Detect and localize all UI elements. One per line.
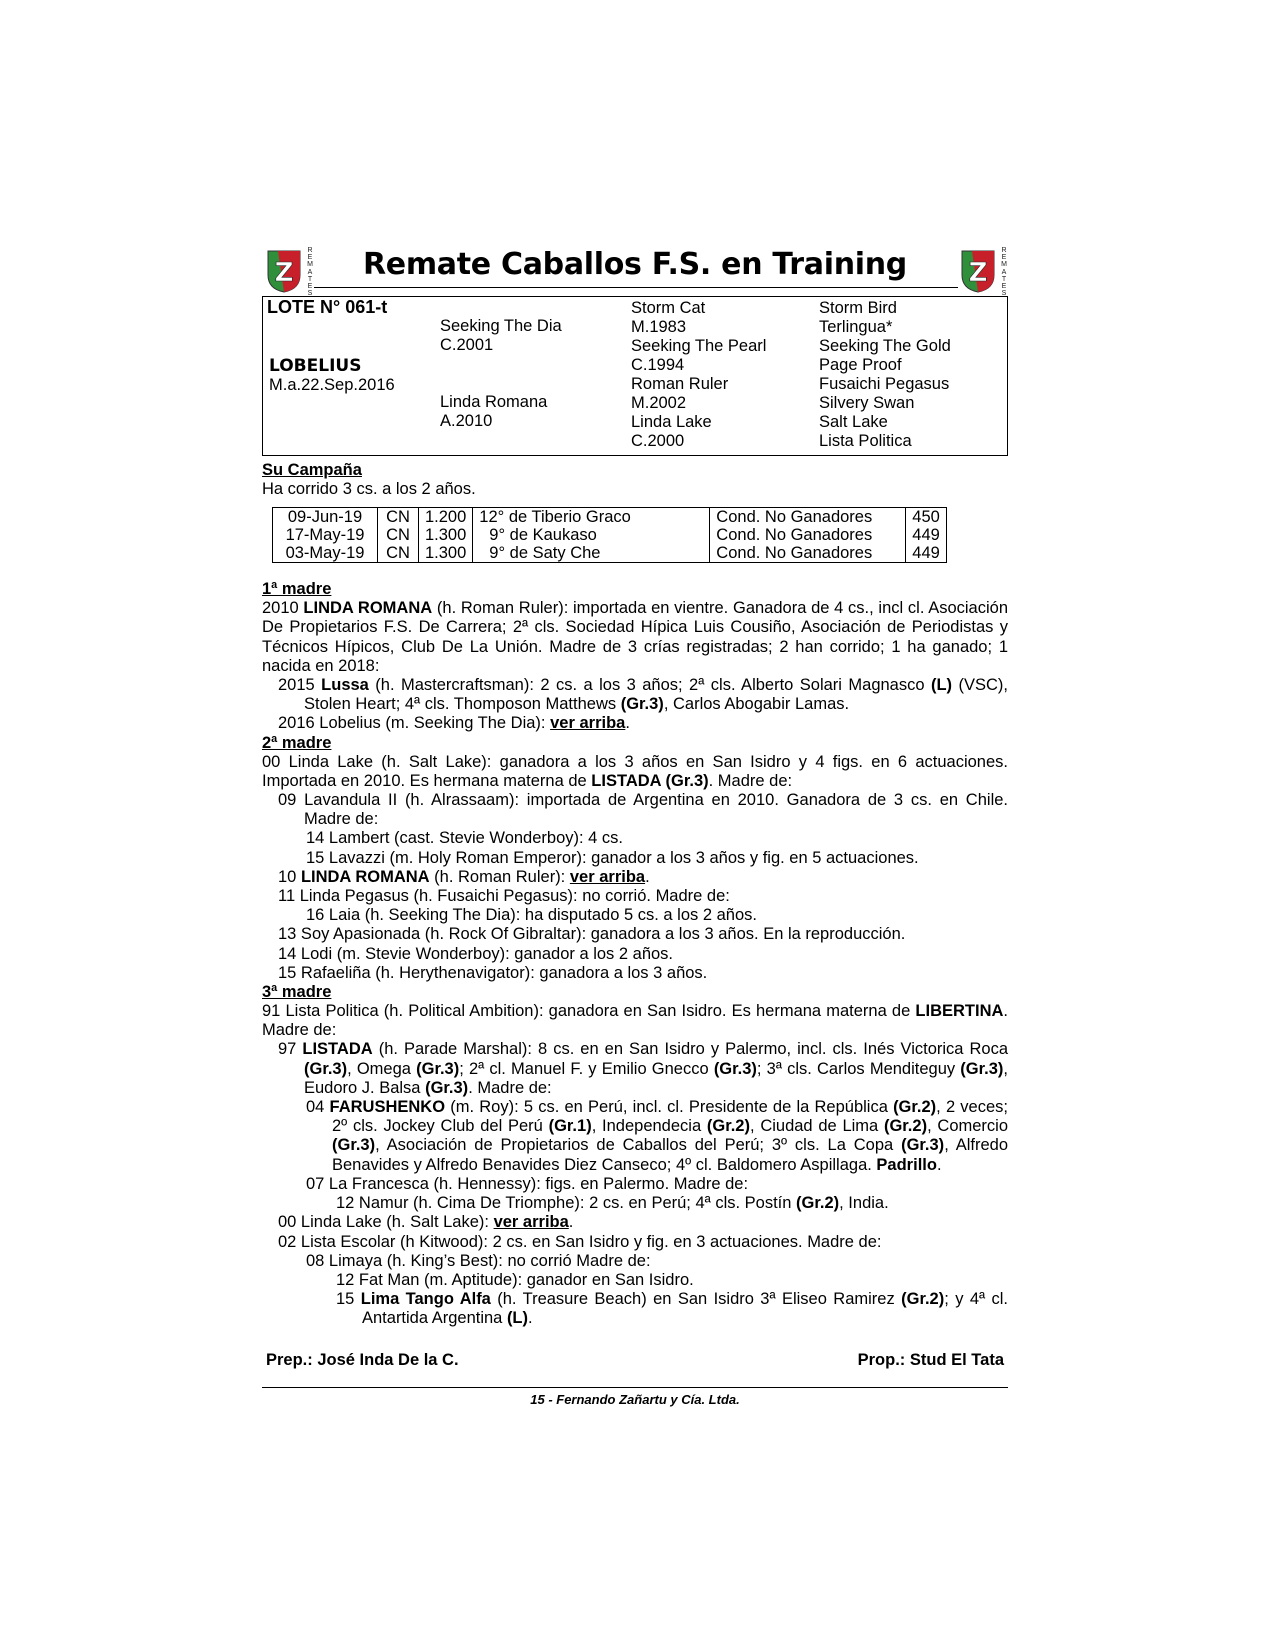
- grandsire-maternal-info: M.2002: [631, 394, 687, 412]
- offspring-entry: 00 Linda Lake (h. Salt Lake): ver arriba.: [278, 1213, 574, 1232]
- page-title: Remate Caballos F.S. en Training: [363, 247, 907, 282]
- race-condition: Cond. No Ganadores: [710, 526, 906, 544]
- horse-info: M.a.22.Sep.2016: [269, 376, 395, 394]
- race-result: 12° de Tiberio Graco: [473, 508, 710, 527]
- sire-info: C.2001: [440, 336, 494, 354]
- race-weight: 449: [906, 544, 947, 563]
- table-row: [273, 544, 947, 563]
- race-condition: Cond. No Ganadores: [710, 508, 906, 527]
- granddam-paternal-info: C.1994: [631, 356, 685, 374]
- great-grandparent: Page Proof: [819, 356, 902, 374]
- third-dam-title: 3ª madre: [262, 983, 332, 1002]
- offspring-entry: 15 Lima Tango Alfa (h. Treasure Beach) en San Isidro 3ª Eliseo Ramirez (Gr.2); y 4ª cl. Antartida Argentina (L).: [336, 1290, 1009, 1328]
- great-grandparent: Seeking The Gold: [819, 337, 951, 355]
- title-underline: [314, 287, 958, 288]
- second-dam-title: 2ª madre: [262, 733, 332, 752]
- offspring-entry: 2015 Lussa (h. Mastercraftsman): 2 cs. a los 3 años; 2ª cls. Alberto Solari Magnasco (L) (VSC), Stolen Heart; 4ª cls. Thomposon Matthews (Gr.3), Carlos Abogabir Lamas.: [278, 676, 1008, 714]
- great-grandparent: Storm Bird: [819, 299, 897, 317]
- race-distance: 1.300: [419, 544, 473, 563]
- race-distance: 1.200: [419, 508, 473, 527]
- granddam-maternal: Linda Lake: [631, 413, 712, 431]
- offspring-entry: 14 Lodi (m. Stevie Wonderboy): ganador a los 2 años.: [278, 944, 674, 963]
- third-dam-section: [262, 983, 1008, 1328]
- race-date: 03-May-19: [273, 544, 378, 563]
- campaign-summary: Ha corrido 3 cs. a los 2 años.: [262, 480, 476, 498]
- race-condition: Cond. No Ganadores: [710, 544, 906, 563]
- race-date: 09-Jun-19: [273, 508, 378, 527]
- first-dam-section: [262, 580, 1008, 733]
- grandsire-paternal-info: M.1983: [631, 318, 687, 336]
- first-dam-title: 1ª madre: [262, 580, 332, 599]
- campaign-title: Su Campaña: [262, 461, 362, 479]
- horse-name: LOBELIUS: [269, 356, 362, 376]
- offspring-entry: 97 LISTADA (h. Parade Marshal): 8 cs. en en San Isidro y Palermo, incl. cls. Inés Victorica Roca (Gr.3), Omega (Gr.3); 2ª cl. Manuel F. y Emilio Gnecco (Gr.3); 3ª cls. Carlos Menditeguy (Gr.3), Eudoro J. Balsa (Gr.3). Madre de:: [278, 1040, 1009, 1097]
- offspring-entry: 12 Fat Man (m. Aptitude): ganador en San Isidro.: [336, 1270, 694, 1289]
- offspring-entry: 14 Lambert (cast. Stevie Wonderboy): 4 cs.: [306, 829, 624, 848]
- great-grandparent: Salt Lake: [819, 413, 888, 431]
- offspring-entry: 08 Limaya (h. King’s Best): no corrió Madre de:: [306, 1251, 651, 1270]
- first-dam-text: 2010 LINDA ROMANA (h. Roman Ruler): importada en vientre. Ganadora de 4 cs., incl cl. Asociación De Propietarios F.S. De Carrera; 2ª cls. Sociedad Hípica Luis Cousiño, Asociación de Periodistas y Técnicos Hípicos, Club De La Unión. Madre de 3 crías registradas; 2 han corrido; 1 ha ganado; 1 nacida en 2018:: [262, 599, 1009, 675]
- sire-name: Seeking The Dia: [440, 317, 562, 335]
- page-header: [262, 235, 1008, 298]
- pedigree-box: [262, 296, 1008, 456]
- second-dam-section: [262, 734, 1008, 983]
- campaign-section: [262, 461, 1008, 563]
- race-track: CN: [378, 544, 419, 563]
- granddam-maternal-info: C.2000: [631, 432, 685, 450]
- second-dam-text: 00 Linda Lake (h. Salt Lake): ganadora a los 3 años en San Isidro y 4 figs. en 6 actuaciones. Importada en 2010. Es hermana materna de LISTADA (Gr.3). Madre de:: [262, 752, 1008, 790]
- logo-letter: Z: [274, 258, 294, 288]
- offspring-entry: 16 Laia (h. Seeking The Dia): ha disputado 5 cs. a los 2 años.: [306, 906, 757, 925]
- grandsire-paternal: Storm Cat: [631, 299, 706, 317]
- race-weight: 449: [906, 526, 947, 544]
- footer-credits: [262, 1351, 1008, 1375]
- page-footer: 15 - Fernando Zañartu y Cía. Ltda.: [530, 1391, 740, 1407]
- great-grandparent: Lista Politica: [819, 432, 912, 450]
- race-result: 9° de Saty Che: [473, 544, 710, 563]
- race-result: 9° de Kaukaso: [473, 526, 710, 544]
- race-distance: 1.300: [419, 526, 473, 544]
- grandsire-maternal: Roman Ruler: [631, 375, 729, 393]
- logo-letter: Z: [968, 258, 988, 288]
- offspring-entry: 11 Linda Pegasus (h. Fusaichi Pegasus): no corrió. Madre de:: [278, 887, 730, 906]
- table-row: [273, 526, 947, 544]
- third-dam-text: 91 Lista Politica (h. Political Ambition): ganadora en San Isidro. Es hermana materna de LIBERTINA. Madre de:: [262, 1002, 1008, 1040]
- lote-number: LOTE N° 061-t: [267, 297, 388, 317]
- granddam-paternal: Seeking The Pearl: [631, 337, 767, 355]
- great-grandparent: Fusaichi Pegasus: [819, 375, 950, 393]
- race-track: CN: [378, 508, 419, 527]
- trainer-label: Prep.: José Inda De la C.: [266, 1350, 459, 1369]
- logo-side-text: R E M A T E S: [1001, 247, 1007, 298]
- offspring-entry: 07 La Francesca (h. Hennessy): figs. en Palermo. Madre de:: [306, 1174, 749, 1193]
- dam-name: Linda Romana: [440, 393, 548, 411]
- great-grandparent: Silvery Swan: [819, 394, 915, 412]
- remates-logo-right: [958, 247, 1010, 298]
- race-track: CN: [378, 526, 419, 544]
- offspring-entry: 10 LINDA ROMANA (h. Roman Ruler): ver arriba.: [278, 867, 650, 886]
- offspring-entry: 09 Lavandula II (h. Alrassaam): importada de Argentina en 2010. Ganadora de 3 cs. en Chile. Madre de:: [278, 791, 1008, 829]
- offspring-entry: 02 Lista Escolar (h Kitwood): 2 cs. en San Isidro y fig. en 3 actuaciones. Madre de:: [278, 1232, 882, 1251]
- logo-side-text: R E M A T E S: [307, 247, 313, 298]
- offspring-entry: 2016 Lobelius (m. Seeking The Dia): ver arriba.: [278, 714, 630, 733]
- document-page: [262, 235, 1008, 1407]
- campaign-table: [272, 507, 947, 563]
- offspring-entry: 15 Lavazzi (m. Holy Roman Emperor): ganador a los 3 años y fig. en 5 actuaciones.: [306, 848, 919, 867]
- offspring-entry: 13 Soy Apasionada (h. Rock Of Gibraltar): ganadora a los 3 años. En la reproducción.: [278, 925, 906, 944]
- race-date: 17-May-19: [273, 526, 378, 544]
- offspring-entry: 15 Rafaeliña (h. Herythenavigator): ganadora a los 3 años.: [278, 963, 708, 982]
- offspring-entry: 12 Namur (h. Cima De Triomphe): 2 cs. en Perú; 4ª cls. Postín (Gr.2), India.: [336, 1194, 889, 1213]
- table-row: [273, 508, 947, 527]
- offspring-entry: 04 FARUSHENKO (m. Roy): 5 cs. en Perú, incl. cl. Presidente de la República (Gr.2), 2 veces; 2º cls. Jockey Club del Perú (Gr.1), Independecia (Gr.2), Ciudad de Lima (Gr.2), Comercio (Gr.3), Asociación de Propietarios de Caballos del Perú; 3º cls. La Copa (Gr.3), Alfredo Benavides y Alfredo Benavides Diez Canseco; 4º cl. Baldomero Aspillaga. Padrillo.: [306, 1098, 1009, 1174]
- footer-rule: [262, 1387, 1008, 1388]
- owner-label: Prop.: Stud El Tata: [857, 1350, 1004, 1369]
- great-grandparent: Terlingua*: [819, 318, 893, 336]
- dam-info: A.2010: [440, 412, 493, 430]
- race-weight: 450: [906, 508, 947, 527]
